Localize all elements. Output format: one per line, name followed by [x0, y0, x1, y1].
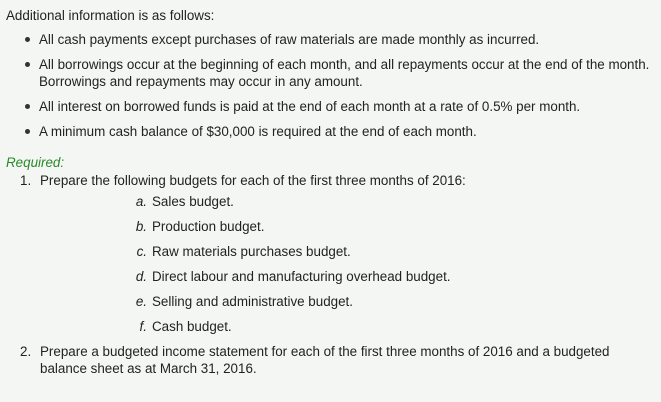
- bullet-item: [6, 98, 656, 115]
- task-number: 2.: [20, 344, 32, 359]
- subtask-text: Sales budget.: [152, 194, 234, 209]
- task-number: 1.: [20, 173, 32, 188]
- task-item: [6, 343, 656, 377]
- bullet-dot-icon: [25, 37, 30, 42]
- bullet-text: All borrowings occur at the beginning of each month, and all repayments occur at the end of the month. Borrowings and repayments may occur in any amount.: [39, 57, 650, 89]
- subtask-item: [40, 193, 656, 210]
- task-item: [6, 172, 656, 335]
- subtask-text: Raw materials purchases budget.: [152, 244, 351, 259]
- bullet-dot-icon: [25, 62, 30, 67]
- subtask-letter: d.: [135, 269, 147, 284]
- subtask-item: [40, 218, 656, 235]
- subtask-item: [40, 268, 656, 285]
- bullet-text: A minimum cash balance of $30,000 is required at the end of each month.: [39, 124, 477, 139]
- subtask-letter: e.: [135, 294, 147, 309]
- intro-text: Additional information is as follows:: [6, 8, 215, 23]
- bullet-text: All interest on borrowed funds is paid at the end of each month at a rate of 0.5% per month.: [39, 99, 581, 114]
- subtask-item: [40, 293, 656, 310]
- bullet-item: [6, 56, 656, 90]
- bullet-item: [6, 31, 656, 48]
- subtask-text: Cash budget.: [152, 319, 232, 334]
- task-text: Prepare the following budgets for each of the first three months of 2016:: [40, 173, 466, 188]
- bullet-dot-icon: [25, 104, 30, 109]
- subtask-letter: c.: [136, 244, 147, 259]
- subtask-text: Production budget.: [152, 219, 265, 234]
- subtask-letter: a.: [135, 194, 147, 209]
- subtask-item: [40, 243, 656, 260]
- subtask-list: [40, 193, 656, 335]
- subtask-text: Selling and administrative budget.: [152, 294, 353, 309]
- additional-info-list: [6, 31, 656, 140]
- required-task-list: [6, 172, 656, 377]
- document-body: [6, 7, 656, 377]
- bullet-text: All cash payments except purchases of raw materials are made monthly as incurred.: [39, 32, 540, 47]
- subtask-item: [40, 318, 656, 335]
- subtask-letter: f.: [139, 319, 147, 334]
- task-text: Prepare a budgeted income statement for each of the first three months of 2016 and a budgeted balance sheet as at March 31, 2016.: [40, 344, 610, 376]
- subtask-letter: b.: [135, 219, 147, 234]
- bullet-item: [6, 123, 656, 140]
- required-heading: Required:: [6, 155, 65, 170]
- subtask-text: Direct labour and manufacturing overhead budget.: [152, 269, 451, 284]
- bullet-dot-icon: [25, 129, 30, 134]
